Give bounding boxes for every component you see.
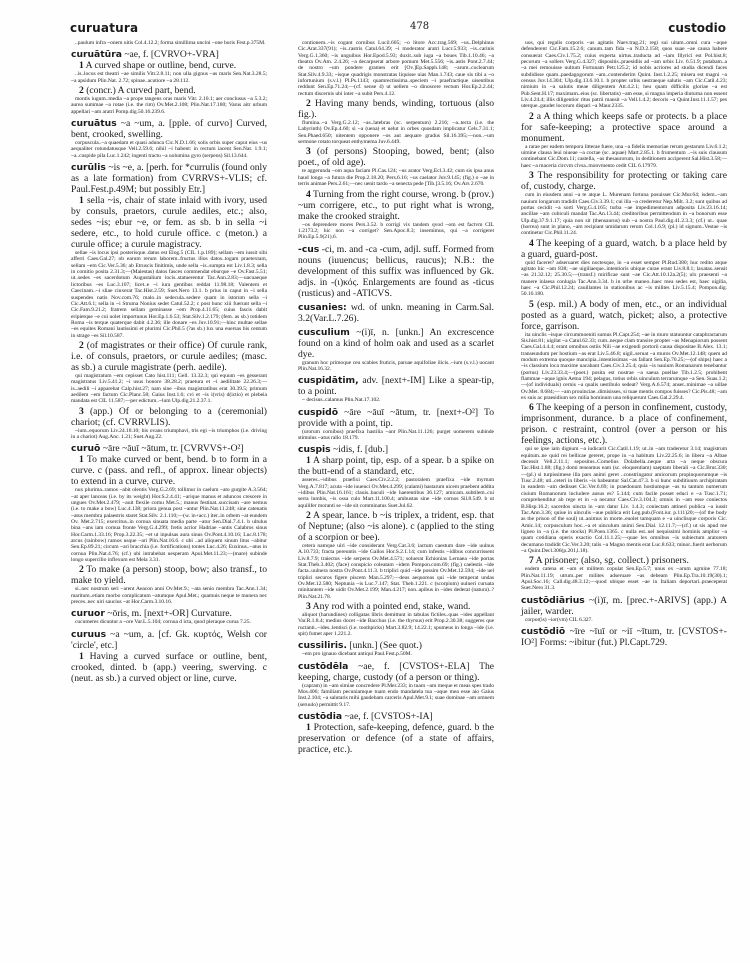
headword: cuspidātim, [298, 375, 359, 387]
headword: cussiliris. [298, 640, 348, 652]
sense-definition [298, 146, 494, 168]
sense-text: To make (a person) stoop, bow; also transf., to make to yield. [71, 564, 267, 587]
sense-number: 4 [529, 237, 534, 249]
running-head-last-word: custodio [668, 21, 726, 35]
headword: custōdiārius [521, 594, 585, 606]
entry-definition: ~idis, f. [dub.] [330, 444, 389, 456]
column-right [521, 40, 727, 648]
quotation-block: te aggerunda ~om aqua faciam Pl.Cas.124; ~us arator Verg.Ecl.3.42; cum sis ipsa anus haud longa ~a futura die Prop.2.18.20; Pers.6.16; ~us caelator Juv.9.145; (fig.) o ~ae in terris animae Pers.2.61;—nec uenit tardo ~a senecta pede [Tib.]3.5.16; Ov.Ars 2.670. [298, 168, 494, 188]
entry-definition: ~ōris, m. [next+-OR] Curvature. [104, 608, 232, 620]
dictionary-entry [298, 375, 494, 397]
sense-definition [71, 406, 267, 428]
entry-definition: ~a ~um, a. [cf. Gk. κυρτός, Welsh cor 'circle', etc.] [71, 628, 267, 651]
quotation-block: quid faceret? adseruaret dies noctesque, in ~a esset semper Pl.Rud.380; huc redito atque agitato hic ~am 838; ~ae uigiliaeque..intentioris ubique curae erant Liv.8.8.1; laxatas..sensit ~as 21.32.12; 25.30.5;—(transf.) mirificae sunt ~ae Cic.Att.10.12a.2(5); ulx praesenti ~a manere inlaesa conlugia Tac.Ann.3.34. b in urbe maneo..haec mea sedes est, haec uigilia, haec ~a Cic.Phil.12.24; cauillantes in stationibus ac ~is milites Liv.5.15.4; Pompon.dig. 50.16.180. [521, 259, 727, 298]
entry-definition: ~ae, f. [CVSTOS+-IA] [342, 711, 433, 723]
sense-text: Having many bends, winding, tortuous (also fig.). [298, 98, 494, 121]
sense-text: Any rod with a pointed end, stake, wand. [310, 601, 471, 613]
sense-definition [298, 189, 494, 222]
quotation-block: aliquot (harundines) colligatas libris demittunt in tabulas fictiles..quas ~ides appellant Var.R.1.8.4; medius docet ~ide Bacchus (i.e. the thyrsus) erit Prop.2.30.38; suggeres que ructanti..~ides..lentisci (i.e. toothpicks) Mart.3.82.9; 14.22.1; spumeus in longa ~ide (i.e. spit) fumet aper 1.221.2. [298, 612, 494, 638]
headword: cusculium [298, 326, 350, 338]
quotation-block: ita uinclis ~isque circummoeniti sumus Pl.Capt.254; ~ae in muro statuuntur cataphractarum Sis.hist.81; uigilat ~a Catul.62.33; cum..neque clam transire propter ~as Menapiorum possent Caes.Gal.4.4.4; erant omnibus ostiis Nili ~ae exigendi portorii causa dispositae B.Alex. 13.1; transeundum per hostium ~as erat Liv.5.46.8; uigil..seruat ~a muros Ov.Met.12.148; quem ad modum extrema quoque mancipia..intentissimas ~as fallant Sen.Ep.70.25;—(of ships) haec a ~is classium loca maxime uacabant Caes.Civ.3.25.4; quia ~is nauium Romanarum tenebantur (portus) Liv.23.33.4;—(poet.) posita est nostrae ~a saeua puellae Tib.1.2.5; prohibent flammae ~aque ignis Aetna 194; pelagus, totius orbis uinculum terrarumque ~a Sen. Suas.1.2;—(of individuals) cernis ~a qualis uestibulo sedeat? Verg.A.6.574; anser..minimae ~a uillae Ov.Met. 8.684;— ~am prouinciae..dimisisses, si tuae mentis compos fuisses? Cic.Pis.48; ~am ex suis ac praesidium sex milia hominum una reliquerunt Caes.Gal.2.29.4. [521, 331, 727, 402]
sense-text: (of persons) Stooping, bowed, bent; (also poet., of old age). [298, 146, 494, 169]
running-head [70, 21, 726, 37]
dictionary-entry [71, 443, 267, 454]
quotation-block: ~ decisus..calamus Plin.Nat.17.102. [302, 397, 381, 404]
sense-number: 2 [529, 110, 534, 122]
sense-text: The keeping of a guard, watch. b a place held by a guard, guard-post. [521, 237, 727, 260]
dictionary-entry [71, 118, 267, 140]
quotation-block: qui se ipse iam dignum ~a iudicarit Cic.Catil.1.19; ut..in ~am traderetur 3.14; magistrum equitum..ne quid rei bellicae gereret, prope in ~a habitum Liv.22.25.6; in libera ~a Albae decessit Vell.2.11.1; sepositus..Cornelius Dolabella..neque arta ~a neque obscura Tac.Hist.1.88; (fig.) domi teneamus eam (sc. eloquentiam) saeptam liberali ~a Cic.Brut.330;—(pl.) si turpissimese illa pars animi geret ..constringatur amicorum propinquorumque ~is Tusc.2.48; uti..ceteri in liberis ~is habeantur Sal.Cat.47.3. b si hunc subditiuum archipiratam in eandem ~am dedisset Cic.Ver.6.69; in praedonum hostiumque ~as tu tantum numerum ciuium Romanorum includere ausus es? 5.144; cum facile posset educi e ~a Tusc.1.71; comprehenditur ab rege et in ~a necatur Caes.Civ.3.104.3; omnis in ~am esse coniectos B.Hisp.16.2; sacerdos uincta in ~am datur Liv. 1.4.3; coniectam attineri publica ~a iussit Tac.Ann.3.36; quiue in uinculis ~aue publica erit Leg.pub.(Font.iur. p.111)20;—(of the body as the prison of the soul) ut..animus in morte..euolet tamquam e ~a uinclisque corporis Cic. Amic.14; corpusculum hoc..~a et uinculum animi Sen.Dial. 12.11.7;—(cf.) ut sis apud me ligneo in ~a (i.e. the stocks) Pl.Poen.1365. c nulla est..uel nequissimi hominis amplior ~a quam cotidiana operis exactio Col.11.1.25;—quae lex omnibus ~is subiectum aratorem decumano tradidit Cic.Ver.3.20; talis ~a Magno mentis erat Luc.8.633; minor..fuerit uerborum ~a Quint.Decl.306(p.201,l.18). [521, 446, 727, 554]
sense-text: A sharp point, tip, esp. of a spear. b a spike on the butt-end of a standard, etc. [298, 455, 494, 478]
entry-definition: wd. of unkn. meaning in Carm.Sal. 3.2(Var.L.7.26). [298, 301, 494, 324]
sense-definition [298, 510, 494, 543]
sense-text: A spear, lance. b ~is triplex, a trident, esp. that of Neptune; (also ~is alone). c (applied to the sting of a scorpion or bee). [298, 509, 494, 543]
headword: custōdia [298, 711, 343, 723]
quotation-block: corpor(is) ~ior(vm) CIL 6.327. [525, 616, 593, 623]
sense-number: 1 [79, 454, 84, 466]
headword: custōdēla [298, 660, 349, 672]
sense-number: 3 [529, 170, 534, 182]
sense-number: 1 [79, 650, 84, 662]
sense-number: 2 [79, 339, 84, 351]
sense-text: (concr.) A curved part, bend. [83, 85, 196, 97]
sense-definition [298, 601, 494, 612]
entry-definition: ~ae, f. [CVRVO+-VRA] [121, 49, 219, 61]
quotation-block: a rarae per eadem tempora litterae fuere, una ~a fidelis memoriae rerum gestarum Liv.6.1.2; uimine clausa leui niueae ~a coctae (sc. aquae) Mart.2.85.1. b frumentum ..~is suis clausum continebant Cic.Dom.11; castella, ~as thesaurorum, in deditionem acciperent Sal.Hist.3.58;—haec ~a maceria circvm clvsa..monvmento cedit CIL 6.17979. [521, 143, 727, 169]
sense-definition [521, 111, 727, 144]
dictionary-entry [298, 244, 494, 299]
entry-definition: ~(i)ī, n. [unkn.] An excrescence found on a kind of holm oak and used as a scarlet dye. [298, 326, 494, 360]
dictionary-entry [298, 661, 494, 683]
headword: cusanies: [298, 301, 347, 313]
sense-text: The keeping of a person in confinement, custody, imprisonment, durance. b a place of confinement, prison. c restraint, control (over a person or his feelings, actions, etc.). [521, 402, 727, 447]
quotation-block: (capram) in ~am simiae concredere Pl.Mer.233; in tuam ~am meque et meas spes trado Mos.406; familiam pecuniamque tuam endo mandatela tua ~aque mea esse aio Gaius Inst.2.104; ~a salutaris mihi gaudebam carceris Apul.Met.9.1; suae dominae ~am omnem (seruulo) permittit 9.17. [298, 682, 494, 708]
sense-definition [298, 455, 494, 477]
quotation-block: cum in eiusdem anni ~a te atque L. Murenam fortuna posuisset Cic.Mur.64; isdem..~am nauium longarum tradidit Caes.Civ.3.39.1; cui illa ~a crederetur Nep.Milt. 3.2; sunt quibus ad portas cecidit ~a sorti Verg.G.4.165; turba ~ae impedimentorum adposita Liv.23.16.14; ancillae ~am cubiculi mandat Tac.An.13.44; creditoribus permittendum in ~a bonorum esse Ulp.dig.37.9.1.17; quia non sit (thensaurus) sub ~a nostra Paul.dig.41.2.3.3; (cf.) ut.. quae (horrea) sunt in plano, ~am recipiant umidarum rerum Col.1.6.9; (pl.) id signum..Vestae ~is continetur Cic.Phil.11.24. [521, 192, 727, 237]
quotation-block: qui magistratum ~em cepisset Cato hist.111; Gell. 13.32.3; qui equum ~es gesserant magistratus Liv.5.41.2; ~i usus honore 38.28.2; praetura et ~i aedilitate 22.26.3;—is..aedili ~i apparebat Calp.hist.27; nam sine ~ibus magistratibus erat 30.39.5; primum aedilem ~em factum Cic.Planc.58; Gaius Inst.1.6; cvi et ~is i(vris) d(ictio) et plebeia mandata est CIL 11.587;—per edictum..~lum Ulp.dig.21.2.37.1. [71, 372, 267, 405]
sense-text: (app.) Of or belonging to a (ceremonial) chariot; (cf. CVRRVLIS). [71, 405, 267, 428]
quotation-block: eadem catena et ~am et militem copulat Sen.Ep.5.7; unus ex ~arum agmine 77.18; Plin.Nat.11.19; utrum..per milites adseruare ~as debeam Plin.Ep.Tra.10.19(30).1; Apul.Soc.16; Call.dig.48.3.12;—quod ubique esset ~ae in Italiam deportari..praeceperat Suet.Nero 31.3. [521, 566, 727, 592]
sense-number: 1 [79, 195, 84, 207]
sense-text: sella ~is, chair of state inlaid with ivory, used by consuls, praetors, curule aediles, etc.; also, sedes ~is; ebur ~e, or fem. as sb. b in sella ~i sedere, etc., to hold curule office. c (meton.) a curule office; a curule magistracy. [71, 195, 267, 251]
column-left [71, 40, 267, 684]
page-number: 478 [410, 21, 430, 32]
dictionary-entry [71, 49, 267, 60]
quotation-block: cetera namque uiri ~ide considerant Verg.Cat.3.6; iactum caestum dare ~ide uulnus A.10.733; fracta pereuntis ~ide Gallos Hor.S.2.1.14; cum infestis ~idibus concurrissent Liv.8.7.9; traiectus ~ide serpens Ov.Met.4.571; soluerat Echionias Lernaea ~ide portas Stat.Theb.3.402; (face) conspicio coleatam ~idem Pompon.com.69; (fig.) caelestis ~ide facta..uulnera nostra Ov.Pont.4.11.3. b triplici quid ~ide possim Ov.Met.12.594; ~ide uel triplici securos figere piscem Man.5.297;—deus aequoreas qui ~ide temperat undas Ov.Met.12.580; Neptunia ~is Luc.7.147; Stat. Theb.1.221. c (scorpium) uulneri curuata minitantem ~ide uidit Ov.Met.2.199; Man.4.217; non..apibus in ~ides dederat (natura)..? Plin.Nat.21.78. [298, 542, 494, 600]
quotation-block: ..is..locus est theatri ~ae similis Vitr.2.8.11; non ulla gignus ~as maris Sen.Nat.3.28.5; ~a apsidum Plin.Nat. 2.72; spinae..acutiore ~a 28.112. [71, 71, 267, 84]
dictionary-entry [521, 595, 727, 617]
sense-number: 2 [79, 85, 84, 97]
entry-definition: ~a ~um, a. [pple. of curvo] Curved, bent, crooked, swelling. [71, 118, 267, 141]
running-head-first-word: curuatura [70, 21, 139, 35]
dictionary-entry [298, 327, 494, 360]
sense-number: 4 [306, 188, 311, 200]
entry-definition: ~is ~e, a. [perh. for *currulis (found only as a late formation) from CVRRVS+-VLIS; cf. Paul.Fest.p.49M; but possibly Etr.] [71, 162, 267, 196]
headword: curuō [71, 443, 101, 455]
sense-definition [521, 299, 727, 332]
sense-definition [71, 651, 267, 684]
quotation-block: contionem..~is cogant cornibus Lucil.605; ~o litore Acc.trag.569; ~us..Delphinus Cic.Arat.337(91); ~is..rastris Catul.64.39; ~i moderator aratri Lucr.5.933; ~is..carinis Verg.G.1.360; ~is unguibus Hor.Epod.5.93; duxit..sub iuga ~a boues Tib.1.10.46; ~a theatra Ov.Am. 2.4.26; ~a decarpserat arbore pomum Met.5.556; ~is..astis Pont.2.7.44; de nostro ~um pondere gramen erit [Ov.]Ep.Sapph.148; ~arum..coclearum Stat.Silv.4.9.33; ~isque quadrigis monstratas liquisse uias Man.1.743; caue sis tibi a ~o infortunium (s.v.l.) Pl.Ps.1143; quamrectissima..speciem ~i praefractique uisentibus reddunt Sen.Ep.71.24;—(cf. sense 4) ut uellem ~o dinoscere rectum Hor.Ep.2.2.44; rectum discernis ubi inter ~a subit Pers.4.12. [298, 40, 494, 97]
sense-definition [71, 454, 267, 487]
sense-number: 2 [306, 98, 311, 110]
sense-text: Having a curved surface or outline, bent, crooked, dinted. b (app.) veering, swerving. c (neut. as sb.) a curved object or line, curve. [71, 650, 267, 684]
sense-number: 7 [529, 555, 534, 567]
dictionary-entry [71, 608, 267, 619]
quotation-block: ~ium..equorum Liv.24.18.10; bis ovans triumphavi, tris egi ~is triumphos (i.e. driving in a chariot) Aug.Anc. 1.21; Suet.Aug.22. [71, 427, 267, 440]
sense-definition [521, 170, 727, 192]
headword: curūlis [71, 162, 106, 174]
entry-definition: adv. [next+-IM] Like a spear-tip, to a point. [298, 375, 494, 398]
quotation-block: flumina..~a Verg.G.2.12; ~as..latebras (sc. serpentum) 2.216; ~a..tecta (i.e. the Labyrinth) Ov.Ep.4.60; si ~a (uena) et uelut in orbes quosdam implicatur Cels.7.31.1; Sen.Phaed.650; nitentem opponere ~os aut aequare gradus Sil.16.395;—non..~um sermone rotato torqueat enthymema Juv.6.449. [298, 120, 494, 146]
quotation-block: si..nec nostrum seri ~arent Aeacon anni Ov.Met.9.; ~ata senio membra Tac.Ann.1.34; maritum..etiam morbo complicatum ~atumque Apul.Met.; quamuis neque te munera nec preces..nec uiri saucius ~at Hor.Carm.3.10.16. [71, 586, 267, 606]
dictionary-entry [521, 626, 727, 648]
entry-definition: [unkn.] (See quot.) [347, 640, 422, 652]
sense-number: 3 [306, 146, 311, 158]
entry-definition: -ci, m. and -ca -cum, adjl. suff. Formed from nouns (iuuencus; bellicus, raucus); N.B.: the development of this suffix was influenced by Gk. adjs. in -(ι)κός. Enlargements are found as -ticus (rusticus) and -ATICVS. [298, 243, 494, 299]
quotation-block: uos, qui regalis corporis ~as agitatis Naev.trag.21; regi sui uitam..omni cura ~aque defenderent Cic.Fam.15.2.6; canum..tam fida ~a N.D.2.158; quos suae ~ae causa habere consuerat Caes.Civ.1.75.2; cuius experta uirtus..traducta ad ~iam Illyrici est Pol.hist.8; pecorum ~a sollers Verg.G.4.327; dispositis..praesidiis ad ~am urbis Liv. 6.51.9; putabam..a ~a mei remouisse uultum Fortunam Petr.125.2; id nobis acriores ad studia dicendi faces subdidisse quam..paedagogorum ~am..contenderim Quint. Inst.1.2.25; misera est magni ~a census Juv.14.304; Ulp.dig.13.6.10.1. b propter urbis uestraeque salutis ~am Cic.Catil.4.23; nimium in ~a salutis meae diligentem Att.4.2.1; heu quam difficilis gloriae ~a est Pub.Sent.H.17; maximam..eius (sc. libertatis) ~am esse, si magna imperia diuturna non essent Liv.4.24.4; illis diligentior ritus patrii mansit ~a Vell.1.4.2; decoris ~a Quint.Inst.11.1.57; pes uterque..gaudet locorum dispari ~a Maur.2335. [521, 40, 727, 110]
sense-definition [71, 340, 267, 373]
quotation-block: asseres..~idibus praefixi Caes.Civ.2.2.2; pastoralem praefixa ~ide myrtum Verg.A.7.817; acuta ~ide iuuenci Ov.Met.4.299; (calami) hastarum uicem praebent addita ~idibus Plin.Nat.16.161; clauis..baculi ~ide haerentibus 36.127; amicam..subtilem..cui serra lumbis, ~is ossa culo Mart.11.100.4; ambustas sine ~ide cornos Sil.8.549. b ut aquilifer moranti se ~ide sit comminatus Suet.Jul.62. [298, 477, 494, 509]
sense-number: 2 [306, 509, 311, 521]
quotation-block: cucumeres dicuntur a ~ore Var.L.5.104; cornua d icta, quod pleraque curua 7.25. [75, 619, 251, 626]
column-middle [298, 40, 494, 755]
sense-text: Turning from the right course, wrong. b (prov.) ~um corrigere, etc., to put right what is wrong, make the crooked straight. [298, 188, 494, 222]
quotation-block: granum hoc primoque ceu scabies fruticis, paruae aquifoliae ilicis..~ium (s.v.l.) uocant Plin.Nat.16.32. [298, 359, 494, 372]
quotation-block: (urorum cornibus) praefixa hastilia ~ant Plin.Nat.11.126; purget uomerem subinde stimulus ~atus rallo 18.179. [298, 428, 494, 441]
sense-definition [298, 722, 494, 755]
quotation-block: nux plurima..ramos ~abit olentis Verg.G.2.69; tollimur in caelum ~ato gurgite A.3.564; ~at aper lanceas (i.e. by its weight) Hor.S.2.4.41; ~arique manus et aduncos crescere in ungues Ov.Met.2.479; ~auit flexile cornu Met.5.; manus festinat..succisam ~are nemus (i.e. to make a bow) Luc.4.138; priora genua post ~antur Plin.Nat.11.248; sine catenatis ~atus membra palaestris staret Stat.Silv. 2.1.110;—(w. in+acc.) iter..in orbem ~at eundem Ov. Met.2.715; exercitus..in cornua sinuata media parte ~atur Sen.Dial.7.4.1. b ultulus bina ~ans iam cornua fronte Verg.G.4.299; fretis acrior Hadriae ~antis Calabros sinus Hor.Carm.1.33.16; Prop.3.22.35; ~et ut inpulsas aura sinus Ov.Pont.4.10.16; Luc.8.178; arcus (rainbow) ramos usque ~ari Plin.Nat.16.6. c ubi ..ad aliquem sinum litus ~abitur Sen.Ep.89.21; circum ~ari bracchia (i.e. fortifications) tontes Luc.4.26; Euxinus..~atus in cornua Plin.Nat.4.76; (cf.) ubi intrabebat uesperam Apul.Met.11.23;—(mare) subinde longo supercilio inflexum est Mela 3.31. [71, 487, 267, 564]
sense-number: 5 [529, 298, 534, 310]
headword: -cus [298, 243, 320, 255]
entry-definition: ~āre ~āuī ~ātum, tr. [next+-O²] To provide with a point, tip. [298, 406, 494, 429]
entry-definition: ~ae, f. [CVSTOS+-ELA] The keeping, charge, custody (of a person or thing). [298, 660, 494, 683]
dictionary-entry [298, 302, 494, 324]
headword: curuor [71, 608, 105, 620]
headword: cuspis [298, 444, 331, 456]
quotation-block: montis iugum..media ~a prope tangens oras maris Vitr. 2.10.1; aer conclusus ~a 5.3.2; aurea summae ~a rotae (i.e. the rim) Ov.Met.2.108; Plin.Nat.17.180; Varus aitr urbum appellari ~am aratri Pomp.dig.50.16.239.6. [71, 96, 267, 115]
quotation-block: sellae ~is locus ipsi posterisque..datus est Elog.5 (CIL 1.p.189); sellam ~em iussit sibi afferri Caes.Gal.27; ob earum rerum laborem..fructus illos datos..togam praetextam, sellam ~em Cic.Ver.5.36; ab Etruscis finitimis, unde sella ~is..sumpta est Liv.1.8.3; sella in comitio posita 2.31.3;—(Maiestas) datos fasces commendat eburque ~e Ov.Fast.5.51; ut..sedes ~es sacerdotum Augustalium locis..statuerentur Tac.Ann.2.83;—uacuaeque lictoribus ~es Luc.3.107; licet..e ~i iura gentibus reddat 11.98.18; Valentem et Caecinam..~i sliae cinxerat Tac.Hist.2.59; Suet.Nero 13.1. b prius in caput in ~i sella suspendes natis Nov.com.76; malo..in sedecula..sedere quam in istorum sella ~i Cic.Att.6.1; sella in ~i Struma Nonius sedet Catul.52.2; c post hunc xiii fuerunt sella ~i Cic.Fam.9.21.2; fratrem sellam geminasse ~em Prop.4.11.65; cuius fascis dabit eripietque ~e cui uolet importunus Hor.Ep.1.6.53; Stat.Silv.1.2.179; (fem. as sb.) totidem Roma ~is terque quaterque dabit 4.2.36; ille donare ~es Juv.10.91;—hinc multae sellae ~es equites Romani lautissimi et plurimi Cic.Phil.5 (?as sb.) lux una euersas bis centum in strage ~es Sil.10.587. [71, 250, 267, 339]
sense-definition [521, 555, 727, 566]
sense-number: 1 [79, 60, 84, 72]
sense-definition [71, 195, 267, 250]
sense-text: a A thing which keeps safe or protects. b a place for safe-keeping; a protective space around a monument. [521, 110, 727, 144]
sense-text: A prisoner; (also, sg. collect.) prisoners. [533, 555, 689, 567]
sense-definition [71, 85, 267, 96]
headword: cuspidō [298, 406, 339, 418]
sense-number: 6 [529, 402, 534, 414]
entry-definition: ~īre ~īuī or ~iī ~ītum, tr. [CVSTOS+-IO²] Forms: ~ibitur (fut.) Pl.Capt.729. [521, 625, 727, 648]
dictionary-entry [298, 640, 494, 651]
sense-number: 2 [79, 564, 84, 576]
sense-definition [71, 564, 267, 586]
sense-text: (of magistrates or their office) Of curule rank, i.e. of consuls, praetors, or curule aediles; (masc. as sb.) a curule magistrate (perh. aedile). [71, 339, 267, 373]
dictionary-entry [298, 711, 494, 722]
sense-text: To make curved or bent, bend. b to form in a curve. c (pass. and refl., of approx. linear objects) to extend in a curve, curve. [71, 454, 267, 488]
sense-number: 3 [79, 405, 84, 417]
sense-definition [521, 402, 727, 446]
quotation-block: ~em pro ignauo dicebant antiqui Paul.Fest.p.50M. [302, 651, 412, 658]
sense-text: (esp. mil.) A body of men, etc., or an individual posted as a guard, watch, picket; also, a protective force, garrison. [521, 298, 727, 332]
sense-text: The responsibility for protecting or taking care of, custody, charge. [521, 170, 727, 193]
dictionary-entry [298, 444, 494, 455]
sense-text: A curved shape or outline, bend, curve. [83, 60, 237, 72]
sense-definition [71, 60, 267, 71]
quotation-block: ..paulum infra ~onem uitis Col.4.12.2; forma simillima uncini ~one buris Fest.p.375M. [75, 40, 266, 46]
quotation-block: ~os deprendere mores Pers.3.52. b corrigi vix tandem qvod ~om est factvm CIL 1.2173.2; hic non ~a corriget? Sen.Apoc.8.3; insemimus, qui ~a corrigeret Plin.Ep.5.9(21).6. [298, 221, 494, 241]
sense-number: 1 [306, 455, 311, 467]
headword: curuus [71, 628, 107, 640]
sense-definition [521, 238, 727, 260]
quotation-block: corpuscula..~a quaedam et quasi adunca Cic.N.D.1.66; solis orbis super caput eius ~us aequaliter rotundatusque Vell.2.59.6; nihil ~i habent: in rectum iacent Sen.Nat. 1.9.1; ~a..cuspide pila Luc.1.242; ingenti tractu ~a uolumina gyro (serpens) Sil.13.644. [71, 140, 267, 159]
sense-number: 3 [306, 601, 311, 613]
sense-text: Protection, safe-keeping, defence, guard. b the preservation or defence (of a state of affairs, practice, etc.). [298, 722, 494, 756]
sense-number: 1 [306, 722, 311, 734]
dictionary-entry [298, 407, 494, 429]
dictionary-entry [71, 629, 267, 651]
headword: curuātus [71, 118, 117, 130]
headword: curuātūra [71, 49, 122, 61]
entry-definition: ~āre ~āuī ~ātum, tr. [CVRVVS+-O²] [100, 443, 244, 455]
dictionary-entry [71, 162, 267, 195]
headword: custōdiō [521, 625, 566, 637]
entry-definition: ~(i)ī, m. [prec.+-ARIVS] (app.) A jailer, warder. [521, 594, 727, 617]
sense-definition [298, 98, 494, 120]
